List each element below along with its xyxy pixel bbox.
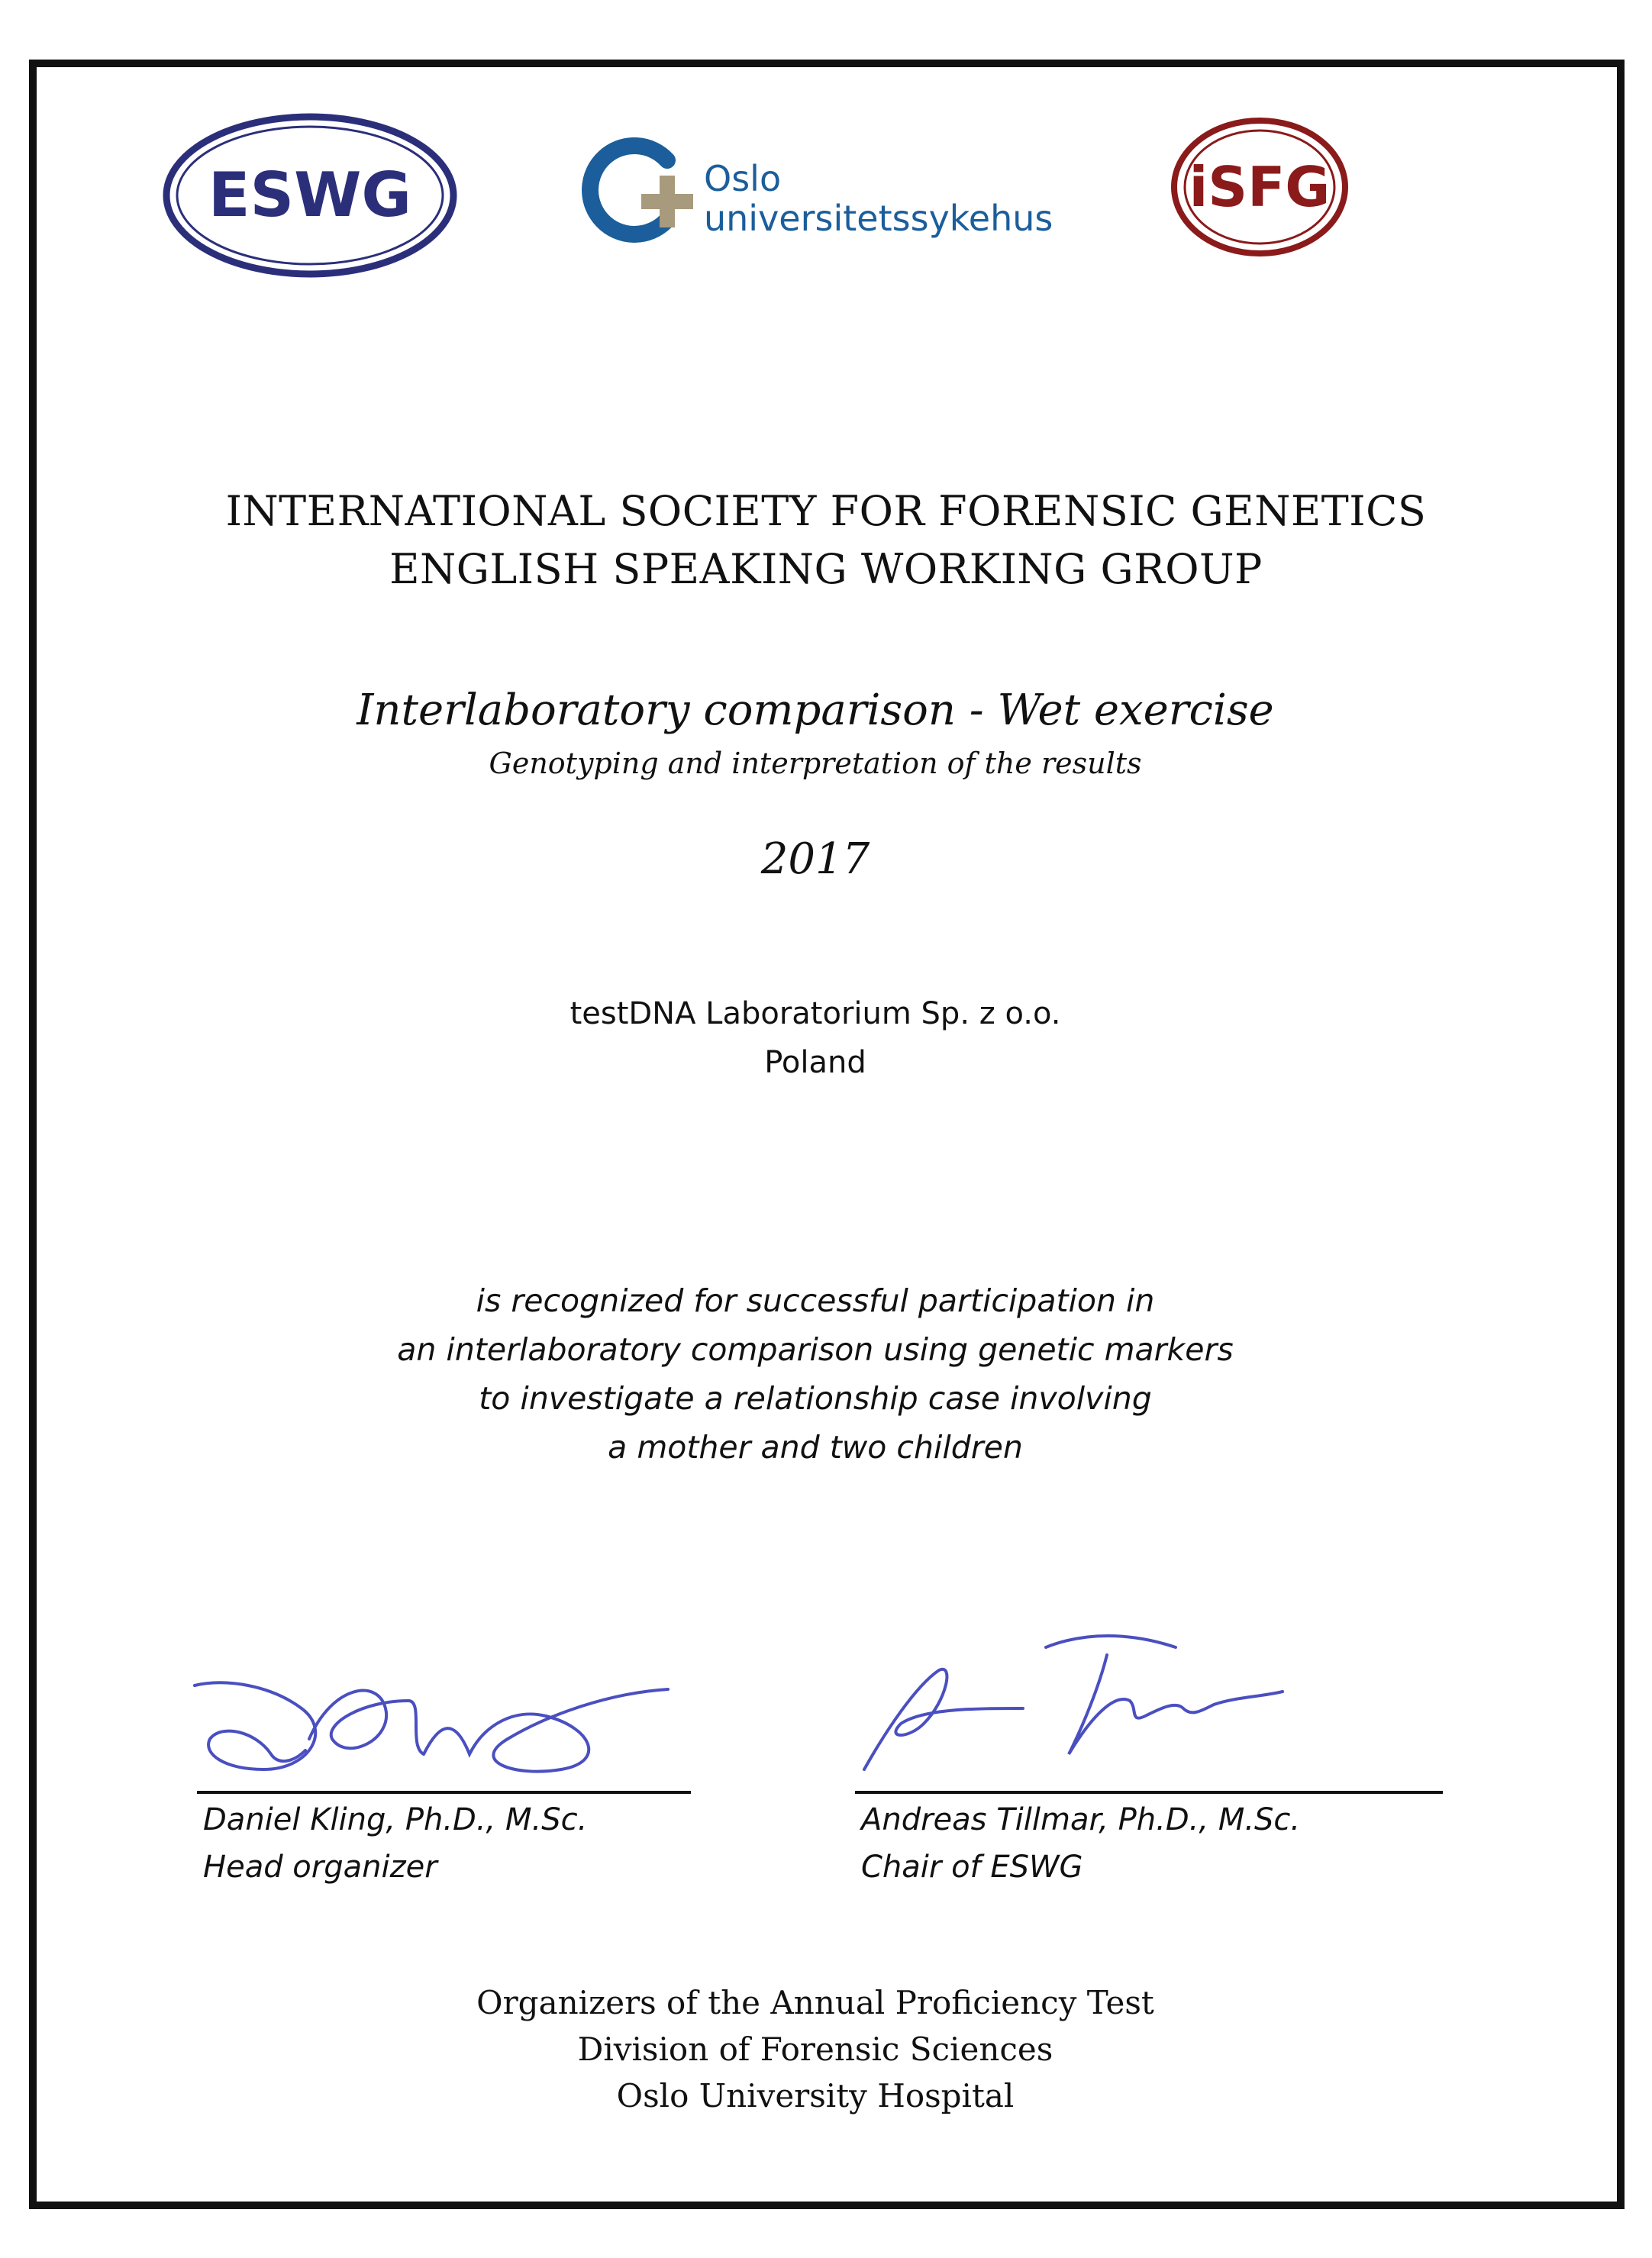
recognition-statement bbox=[0, 1276, 1641, 1472]
footer-line-3: Oslo University Hospital bbox=[616, 2077, 1015, 2114]
signatory-left-name: Daniel Kling, Ph.D., M.Sc. bbox=[203, 1802, 588, 1837]
organizers-footer bbox=[0, 1979, 1641, 2119]
eswg-logo-text: ESWG bbox=[208, 160, 412, 231]
eswg-logo bbox=[160, 111, 460, 280]
recipient-country: Poland bbox=[764, 1045, 866, 1080]
footer-line-2: Division of Forensic Sciences bbox=[577, 2031, 1053, 2068]
signatory-right bbox=[861, 1796, 1300, 1891]
isfg-logo bbox=[1170, 116, 1350, 258]
signature-line-left bbox=[197, 1791, 691, 1794]
recipient-block bbox=[0, 989, 1641, 1087]
oslo-logo-line1: Oslo bbox=[704, 158, 782, 199]
signatory-right-role: Chair of ESWG bbox=[861, 1850, 1083, 1885]
signatory-right-name: Andreas Tillmar, Ph.D., M.Sc. bbox=[861, 1802, 1301, 1837]
exercise-title: Interlaboratory comparison - Wet exercise bbox=[357, 685, 1274, 735]
signatory-left bbox=[203, 1796, 587, 1891]
statement-line-1: is recognized for successful participation in bbox=[476, 1282, 1155, 1319]
statement-line-3: to investigate a relationship case involving bbox=[479, 1380, 1152, 1417]
oslo-university-hospital-logo bbox=[574, 137, 1124, 244]
header-line-1: INTERNATIONAL SOCIETY FOR FORENSIC GENETICS bbox=[225, 487, 1427, 535]
statement-line-4: a mother and two children bbox=[608, 1429, 1023, 1466]
header-line-2: ENGLISH SPEAKING WORKING GROUP bbox=[389, 545, 1263, 593]
signature-line-right bbox=[855, 1791, 1443, 1794]
recipient-name: testDNA Laboratorium Sp. z o.o. bbox=[569, 996, 1061, 1031]
exercise-year: 2017 bbox=[760, 834, 870, 884]
signatory-left-role: Head organizer bbox=[203, 1850, 437, 1885]
signature-daniel-kling bbox=[179, 1655, 714, 1792]
isfg-logo-text: iSFG bbox=[1189, 155, 1331, 219]
oslo-logo-line2: universitetssykehus bbox=[704, 198, 1053, 239]
signature-andreas-tillmar bbox=[855, 1624, 1313, 1777]
statement-line-2: an interlaboratory comparison using genetic markers bbox=[397, 1331, 1234, 1368]
footer-line-1: Organizers of the Annual Proficiency Test bbox=[476, 1984, 1154, 2021]
exercise-subtitle: Genotyping and interpretation of the results bbox=[489, 747, 1142, 780]
certificate-header bbox=[0, 482, 1652, 598]
